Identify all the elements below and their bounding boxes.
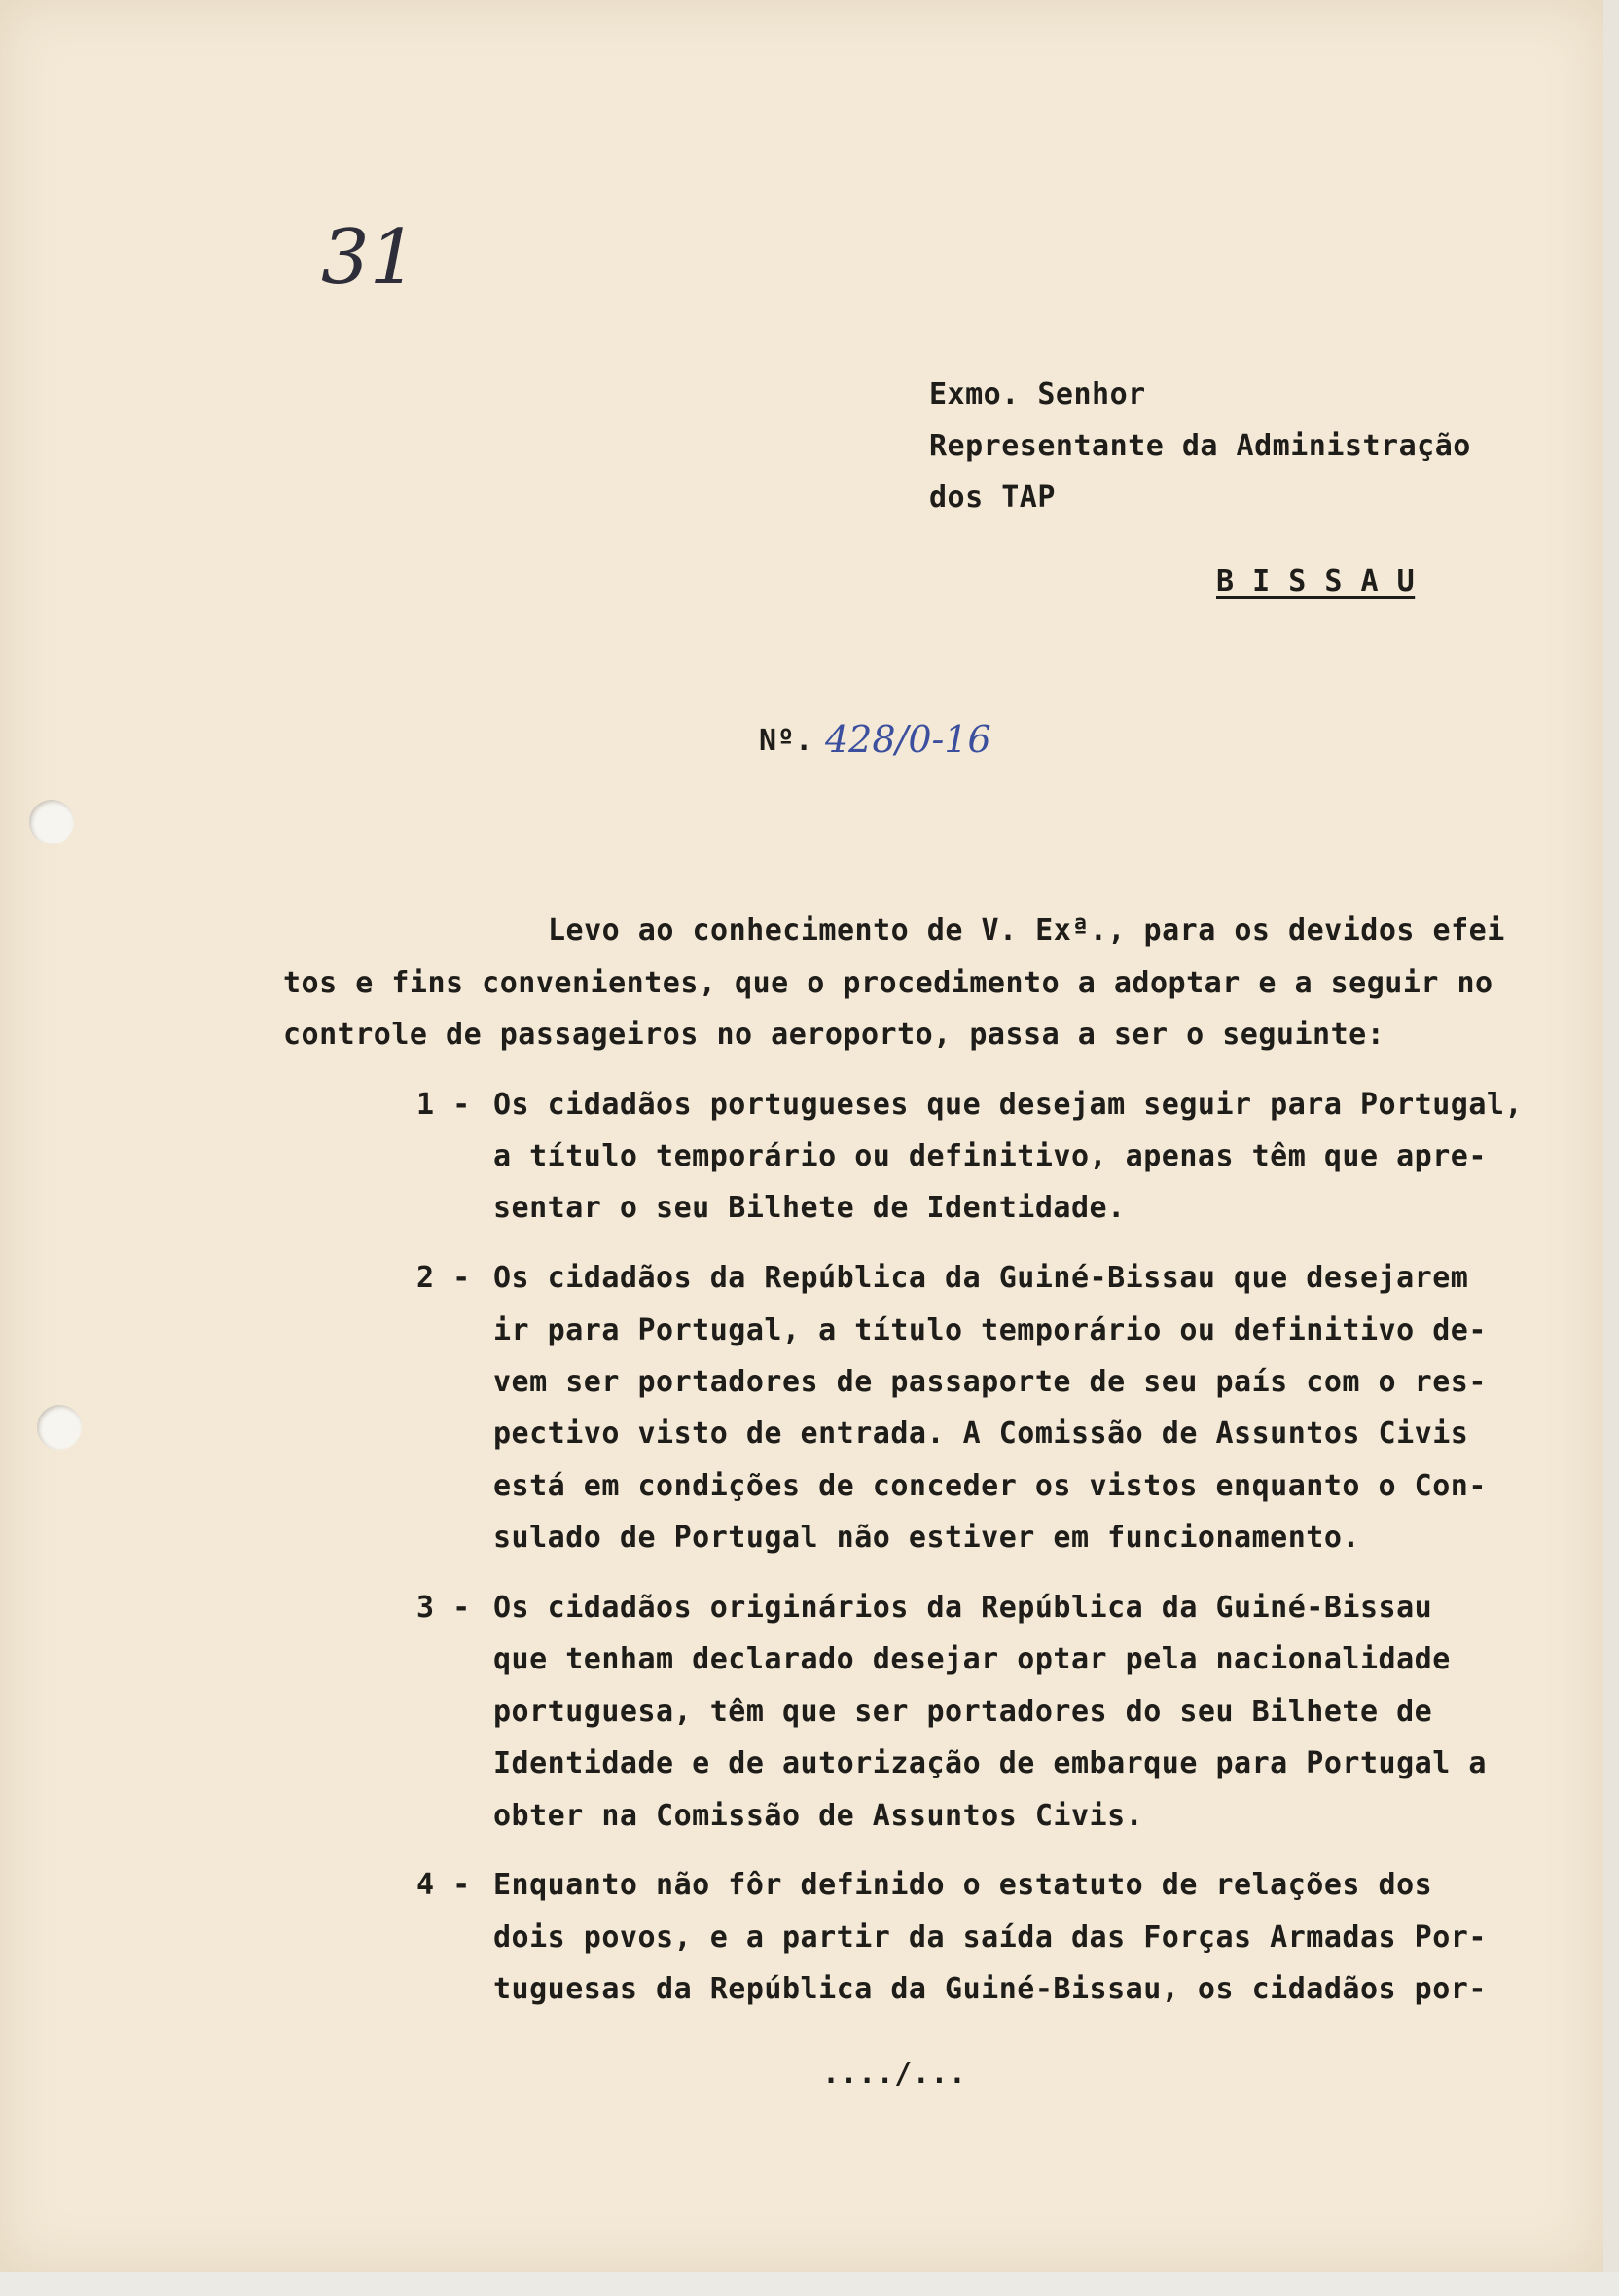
item-line: sulado de Portugal não estiver em funcionamento. (493, 1521, 1360, 1555)
item-line: portuguesa, têm que ser portadores do seu Bilhete de (493, 1695, 1433, 1729)
item-line: Os cidadãos portugueses que desejam seguir para Portugal, (493, 1088, 1524, 1122)
item-number: 4 - (416, 1868, 471, 1902)
scan-margin-bottom (0, 2272, 1619, 2296)
item-line: pectivo visto de entrada. A Comissão de Assuntos Civis (493, 1417, 1469, 1451)
scan-margin-right (1603, 0, 1619, 2296)
addressee-line-1: Exmo. Senhor (929, 377, 1146, 412)
continuation-marker: ..../... (822, 2057, 967, 2091)
item-line: Identidade e de autorização de embarque para Portugal a (493, 1746, 1487, 1780)
reference-prefix: Nº. (759, 724, 813, 758)
intro-line-3: controle de passageiros no aeroporto, passa a ser o seguinte: (283, 1018, 1385, 1052)
item-number: 3 - (416, 1591, 471, 1625)
folio-number: 31 (321, 214, 418, 302)
item-line: vem ser portadores de passaporte de seu país com o res- (493, 1365, 1487, 1399)
item-line: está em condições de conceder os vistos enquanto o Con- (493, 1469, 1487, 1503)
item-line: sentar o seu Bilhete de Identidade. (493, 1191, 1126, 1225)
addressee-line-3: dos TAP (929, 481, 1056, 515)
punch-hole-top (29, 800, 74, 844)
intro-line-2: tos e fins convenientes, que o procedimento a adoptar e a seguir no (283, 966, 1493, 1000)
item-line: obter na Comissão de Assuntos Civis. (493, 1799, 1144, 1833)
item-number: 2 - (416, 1261, 471, 1295)
item-line: Os cidadãos originários da República da Guiné-Bissau (493, 1591, 1433, 1625)
item-number: 1 - (416, 1088, 471, 1122)
addressee-city: B I S S A U (1216, 564, 1416, 598)
item-line: que tenham declarado desejar optar pela nacionalidade (493, 1642, 1451, 1676)
punch-hole-bottom (37, 1405, 82, 1450)
item-line: Os cidadãos da República da Guiné-Bissau que desejarem (493, 1261, 1469, 1295)
item-line: a título temporário ou definitivo, apenas têm que apre- (493, 1139, 1487, 1173)
item-line: dois povos, e a partir da saída das Forças Armadas Por- (493, 1920, 1487, 1955)
addressee-line-2: Representante da Administração (929, 429, 1471, 463)
item-line: tuguesas da República da Guiné-Bissau, os cidadãos por- (493, 1972, 1487, 2006)
reference-handwritten-number: 428/0-16 (825, 718, 991, 761)
intro-line-1: Levo ao conhecimento de V. Exª., para os devidos efei (548, 914, 1505, 948)
item-line: Enquanto não fôr definido o estatuto de relações dos (493, 1868, 1433, 1902)
item-line: ir para Portugal, a título temporário ou definitivo de- (493, 1313, 1487, 1347)
